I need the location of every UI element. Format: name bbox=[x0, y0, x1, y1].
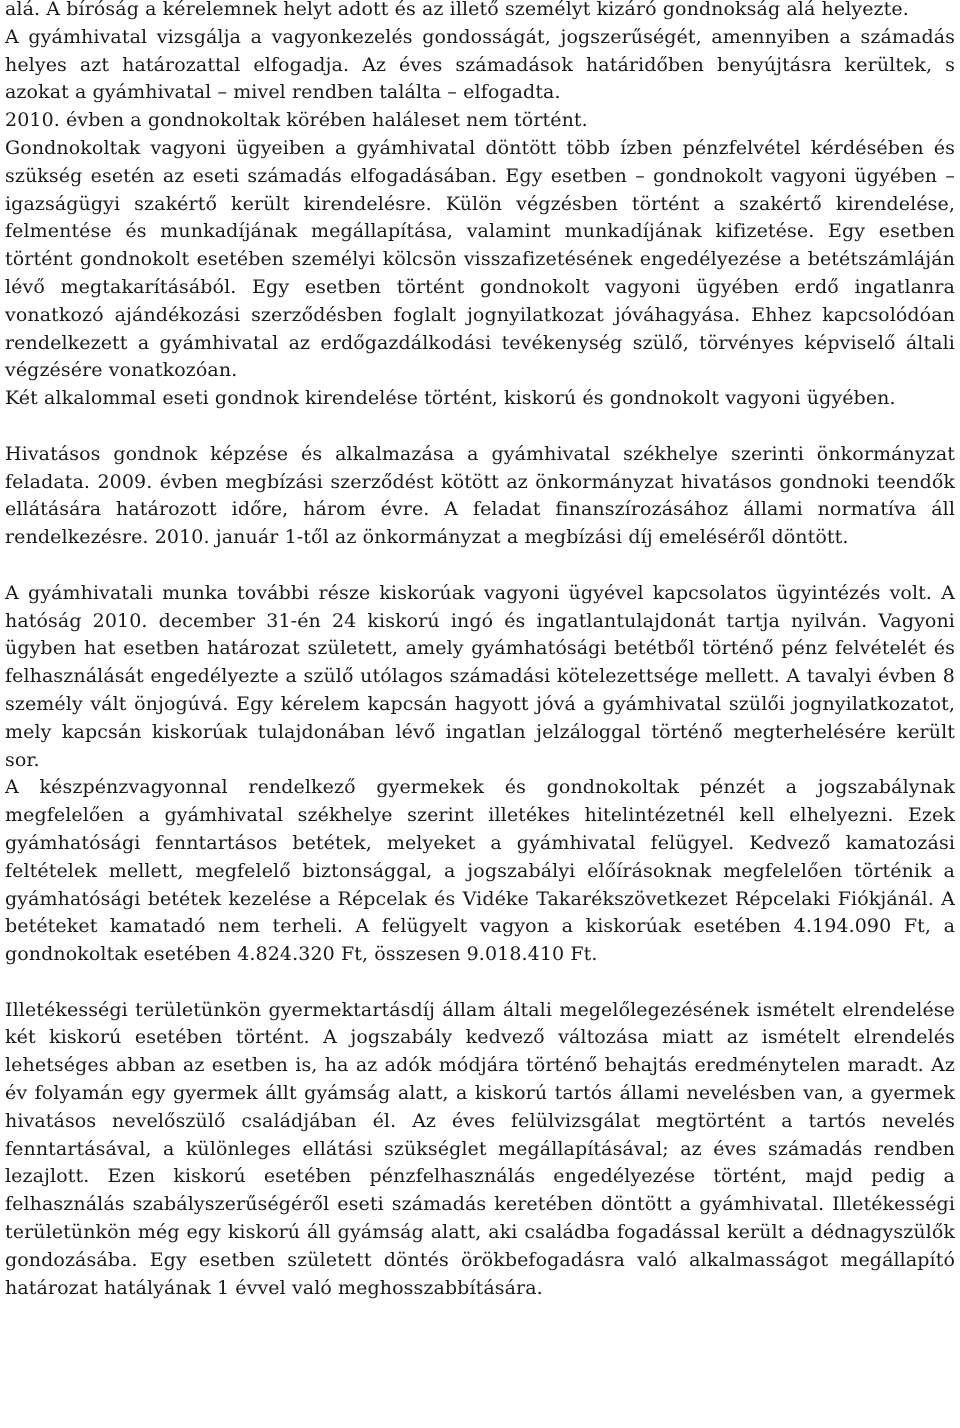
document-page bbox=[5, 0, 955, 1302]
paragraph-ward-property-matters: Gondnokoltak vagyoni ügyeiben a gyámhivatal döntött több ízben pénzfelvétel kérdésében és szükség esetén az eseti számadás elfogadásában. Egy esetben – gondnokolt vagyoni ügyében – igazságügyi szakértő került kirendelésre. Külön végzésben történt a szakértő kirendelése, felmentése és munkadíjának megállapítása, valamint munkadíjának kifizetése. Egy esetben történt gondnokolt esetében személyi kölcsön visszafizetésének engedélyezése a betétszámláján lévő megtakarításából. Egy esetben történt gondnokolt vagyoni ügyében erdő ingatlanra vonatkozó ajándékozási szerződésben foglalt jognyilatkozat jóváhagyása. Ehhez kapcsolódóan rendelkezett a gyámhivatal az erdőgazdálkodási tevékenység szülő, törvényes képviselő általi végzésére vonatkozóan. bbox=[5, 136, 955, 382]
paragraph-guardianship-decision: alá. A bíróság a kérelemnek helyt adott és az illető személyt kizáró gondnokság alá helyezte. bbox=[5, 0, 909, 20]
paragraph-asset-management-review: A gyámhivatal vizsgálja a vagyonkezelés gondosságát, jogszerűségét, amennyiben a számadás helyes azt határozattal elfogadja. Az éves számadások határidőben benyújtásra kerültek, s azokat a gyámhivatal – mivel rendben találta – elfogadta. bbox=[5, 25, 955, 104]
paragraph-minors-property: A gyámhivatali munka további része kiskorúak vagyoni ügyével kapcsolatos ügyintézés volt. A hatóság 2010. december 31-én 24 kiskorú ingó és ingatlantulajdonát tartja nyilván. Vagyoni ügyben hat esetben határozat született, amely gyámhatósági betétből történő pénz felvételét és felhasználását engedélyezte a szülő utólagos számadási kötelezettsége mellett. A tavalyi évben 8 személy vált önjogúvá. Egy kérelem kapcsán hagyott jóvá a gyámhivatal szülői jognyilatkozatot, mely kapcsán kiskorúak tulajdonában lévő ingatlan jelzáloggal történő megterhelésére került sor. bbox=[5, 581, 955, 771]
paragraph-professional-guardian: Hivatásos gondnok képzése és alkalmazása a gyámhivatal székhelye szerinti önkormányzat feladata. 2009. évben megbízási szerződést kötött az önkormányzat hivatásos gondnoki teendők ellátására határozott időre, három évre. A feladat finanszírozásához állami normatíva áll rendelkezésre. 2010. január 1-től az önkormányzat a megbízási díj emeléséről döntött. bbox=[5, 442, 955, 549]
paragraph-no-deaths: 2010. évben a gondnokoltak körében haláleset nem történt. bbox=[5, 109, 588, 132]
paragraph-ad-hoc-guardian: Két alkalommal eseti gondnok kirendelése történt, kiskorú és gondnokolt vagyoni ügyében. bbox=[5, 387, 896, 410]
paragraph-child-support-advance: Illetékességi területünkön gyermektartásdíj állam általi megelőlegezésének ismételt elrendelése két kiskorú esetében történt. A jogszabály kedvező változása miatt az ismételt elrendelés lehetséges abban az esetben is, ha az adók módjára történő behajtás eredménytelen maradt. Az év folyamán egy gyermek állt gyámság alatt, a kiskorú tartós állami nevelésben van, a gyermek hivatásos nevelőszülő családjában él. Az éves felülvizsgálat megtörtént a tartós nevelés fenntartásával, a különleges ellátási szükséglet megállapításával; az éves számadás rendben lezajlott. Ezen kiskorú esetében pénzfelhasználás engedélyezése történt, majd pedig a felhasználás szabályszerűségéről eseti számadás keretében döntött a gyámhivatal. Illetékességi területünkön még egy kiskorú áll gyámság alatt, aki családba fogadással került a dédnagyszülők gondozásába. Egy esetben született döntés örökbefogadásra való alkalmasságot megállapító határozat hatályának 1 évvel való meghosszabbítására. bbox=[5, 998, 955, 1299]
paragraph-deposits: A készpénzvagyonnal rendelkező gyermekek és gondnokoltak pénzét a jogszabálynak megfelelően a gyámhivatal székhelye szerint illetékes hitelintézetnél kell elhelyezni. Ezek gyámhatósági fenntartásos betétek, melyeket a gyámhivatal felügyel. Kedvező kamatozási feltételek mellett, megfelelő biztonsággal, a jogszabályi előírásoknak megfelelően történik a gyámhatósági betétek kezelése a Répcelak és Vidéke Takarékszövetkezet Répcelaki Fiókjánál. A betéteket kamatadó nem terheli. A felügyelt vagyon a kiskorúak esetében 4.194.090 Ft, a gondnokoltak esetében 4.824.320 Ft, összesen 9.018.410 Ft. bbox=[5, 776, 955, 966]
